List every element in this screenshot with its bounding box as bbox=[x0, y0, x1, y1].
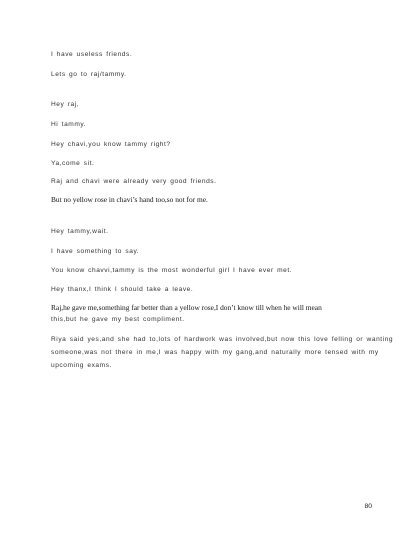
text-line: upcoming exams. bbox=[51, 362, 112, 369]
text-line: But no yellow rose in chavi’s hand too,so not for me. bbox=[51, 195, 208, 204]
text-line: I have something to say. bbox=[51, 248, 140, 255]
text-line: Hey tammy,wait. bbox=[51, 228, 109, 235]
page-number: 80 bbox=[364, 503, 372, 510]
text-line: someone,was not there in me,I was happy with my gang,and naturally more tensed with my bbox=[51, 349, 379, 356]
text-line: Lets go to raj/tammy. bbox=[51, 71, 127, 78]
text-line: You know chavvi,tammy is the most wonderful girl I have ever met. bbox=[51, 267, 293, 274]
text-line: Hey thanx,I think I should take a leave. bbox=[51, 286, 194, 293]
text-line: this,but he gave my best compliment. bbox=[51, 316, 185, 323]
text-line: I have useless friends. bbox=[51, 51, 133, 58]
text-line: Ya,come sit. bbox=[51, 160, 95, 167]
text-line: Hey chavi,you know tammy right? bbox=[51, 141, 171, 148]
text-line: Raj,he gave me,something far better than a yellow rose,I don’t know till when he will mean bbox=[51, 303, 322, 312]
text-line: Riya said yes,and she had to,lots of hardwork was involved,but now this love felling or wanting bbox=[51, 336, 394, 343]
text-line: Hey raj, bbox=[51, 101, 80, 108]
text-line: Hi tammy. bbox=[51, 121, 87, 128]
text-line: Raj and chavi were already very good friends. bbox=[51, 178, 217, 185]
